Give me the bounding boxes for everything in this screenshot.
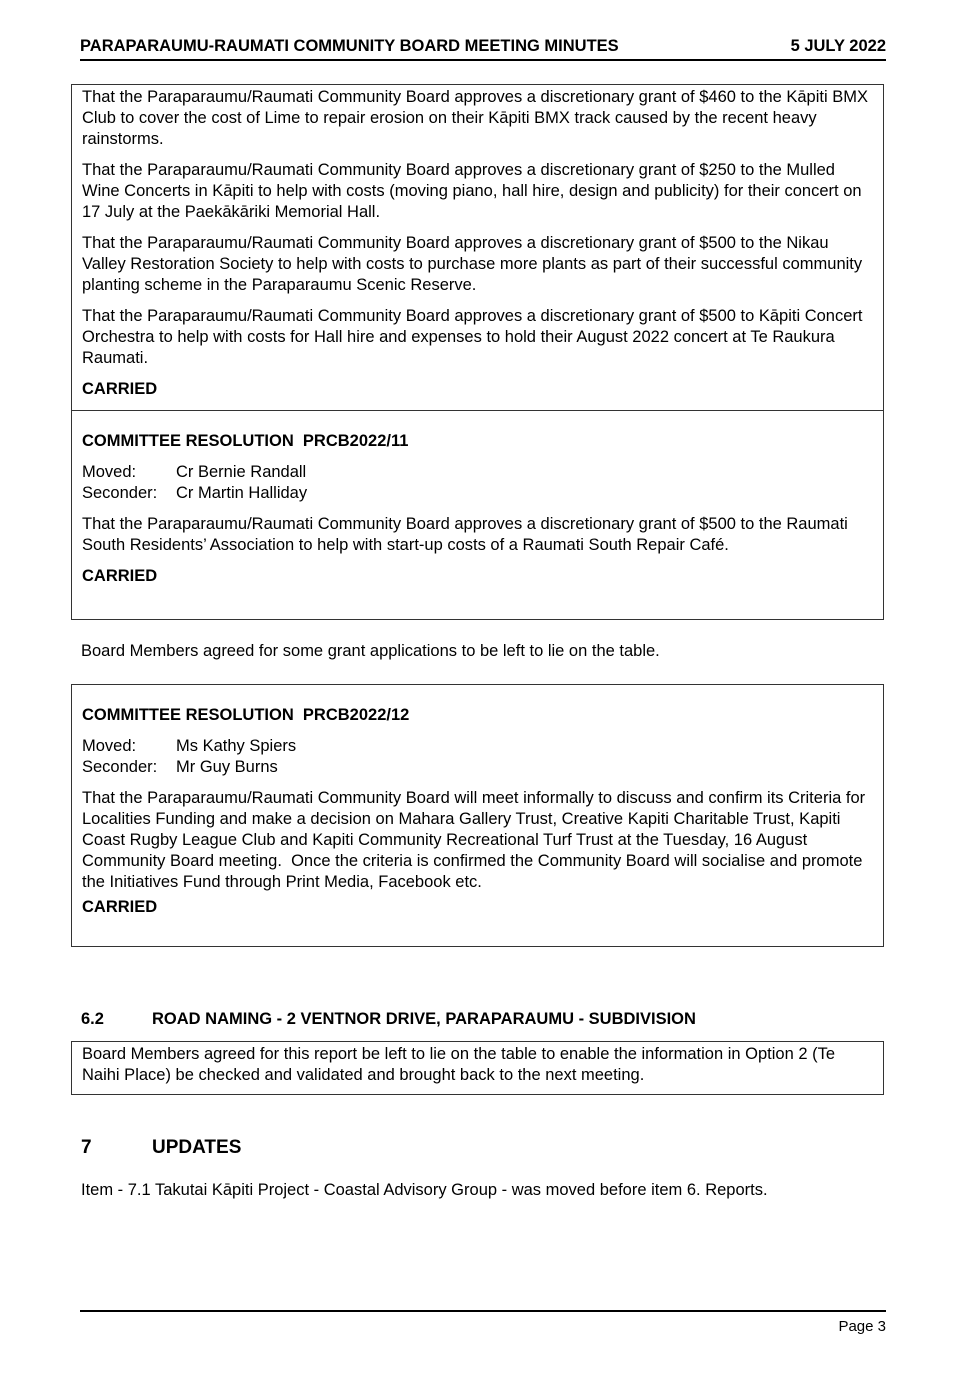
resolution-text: That the Paraparaumu/Raumati Community Board will meet informally to discuss and confirm its Criteria for Localities Funding and make a decision on Mahara Gallery Trust, Creative Kapiti Charitable Trust, Kapiti Coast Rugby League Club and Kapiti Community Recreational Turf Trust at the Tuesday, 16 August Community Board meeting. Once the criteria is confirmed the Community Board will socialise and promote the Initiatives Fund through Print Media, Facebook etc.	[82, 789, 870, 891]
resolution-paragraph: That the Paraparaumu/Raumati Community Board approves a discretionary grant of $500 to the Nikau Valley Restoration Society to help with costs to purchase more plants as part of their successful community planting scheme in the Paraparaumu Scenic Reserve.	[82, 234, 863, 294]
resolution-box-prcb2022-12	[71, 684, 884, 947]
section-title: UPDATES	[152, 1137, 242, 1158]
resolution-paragraph: That the Paraparaumu/Raumati Community Board approves a discretionary grant of $500 to Kāpiti Concert Orchestra to help with costs for Hall hire and expenses to hold their August 2022 concert at Te Raukura Raumati.	[82, 307, 863, 367]
seconder-label: Seconder:	[82, 484, 158, 502]
section-number: 7	[81, 1137, 92, 1158]
section-heading-6-2	[81, 1010, 696, 1029]
mover-block	[82, 462, 873, 504]
carried-status: CARRIED	[82, 380, 158, 398]
seconder-row	[82, 757, 873, 778]
section-number: 6.2	[81, 1010, 104, 1028]
carried-status: CARRIED	[82, 567, 158, 585]
page-number: Page 3	[838, 1318, 886, 1335]
moved-label: Moved:	[82, 463, 137, 481]
section-title: ROAD NAMING - 2 VENTNOR DRIVE, PARAPARAUMU - SUBDIVISION	[152, 1010, 696, 1028]
section-text: Board Members agreed for this report be left to lie on the table to enable the information in Option 2 (Te Naihi Place) be checked and validated and brought back to the next meeting.	[82, 1045, 836, 1084]
section-heading-7	[81, 1137, 241, 1159]
note-grant-applications: Board Members agreed for some grant applications to be left to lie on the table.	[81, 642, 660, 660]
section-6-2-box	[71, 1041, 884, 1095]
seconder-value: Cr Martin Halliday	[176, 484, 308, 502]
seconder-row	[82, 483, 873, 504]
seconder-value: Mr Guy Burns	[176, 758, 278, 776]
moved-row	[82, 462, 873, 483]
meeting-date: 5 JULY 2022	[790, 37, 886, 55]
moved-label: Moved:	[82, 737, 137, 755]
resolution-paragraph: That the Paraparaumu/Raumati Community Board approves a discretionary grant of $460 to the Kāpiti BMX Club to cover the cost of Lime to repair erosion on their Kāpiti BMX track caused by the recent heavy rainstorms.	[82, 88, 868, 148]
resolution-box-grants	[71, 84, 884, 411]
seconder-label: Seconder:	[82, 758, 158, 776]
resolution-text: That the Paraparaumu/Raumati Community Board approves a discretionary grant of $500 to the Raumati South Residents’ Association to help with start-up costs of a Raumati South Repair Café.	[82, 515, 848, 554]
resolution-heading: COMMITTEE RESOLUTION PRCB2022/12	[82, 706, 410, 724]
section-7-text: Item - 7.1 Takutai Kāpiti Project - Coastal Advisory Group - was moved before item 6. Reports.	[81, 1181, 768, 1199]
carried-status: CARRIED	[82, 898, 158, 916]
moved-row	[82, 736, 873, 757]
footer-divider	[80, 1310, 886, 1312]
resolution-paragraph: That the Paraparaumu/Raumati Community Board approves a discretionary grant of $250 to the Mulled Wine Concerts in Kāpiti to help with costs (moving piano, hall hire, design and publicity) for their concert on 17 July at the Paekākāriki Memorial Hall.	[82, 161, 862, 221]
resolution-box-prcb2022-11	[71, 410, 884, 620]
page-header	[80, 37, 886, 61]
moved-value: Cr Bernie Randall	[176, 463, 307, 481]
resolution-heading: COMMITTEE RESOLUTION PRCB2022/11	[82, 432, 409, 450]
document-title: PARAPARAUMU-RAUMATI COMMUNITY BOARD MEETING MINUTES	[80, 37, 619, 55]
moved-value: Ms Kathy Spiers	[176, 737, 297, 755]
mover-block	[82, 736, 873, 778]
